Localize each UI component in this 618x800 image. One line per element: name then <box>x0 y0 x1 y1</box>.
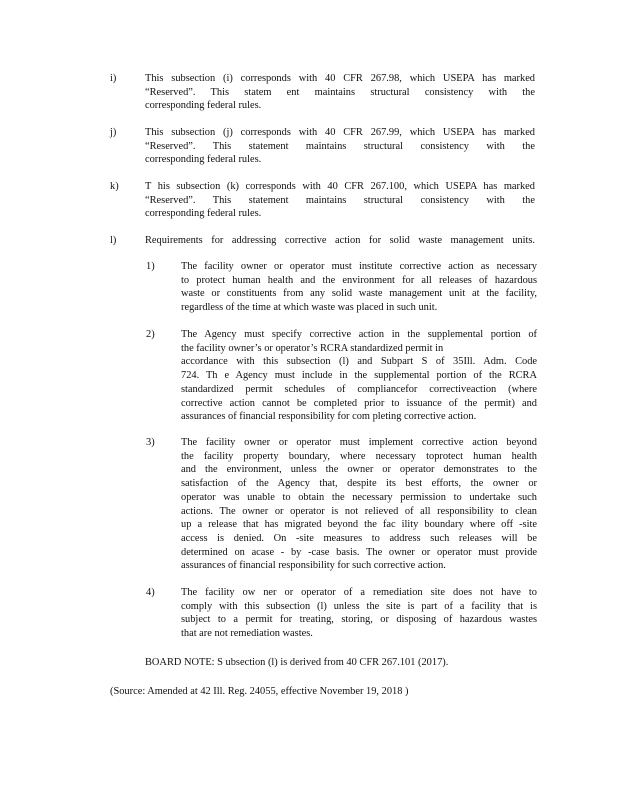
subitem-4-line-4: that are not remediation wastes. <box>181 628 313 640</box>
subitem-3-text <box>181 436 537 573</box>
subitem-3-line-9: determined on acase - by -case basis. The owner or operator must provide <box>181 546 537 558</box>
subitem-3-line-4: satisfaction of the Agency that, despite its best efforts, the owner or <box>181 478 537 490</box>
item-l-text <box>145 234 535 248</box>
subitem-3-line-3: and the environment, unless the owner or operator demonstrates to the <box>181 464 537 476</box>
subitem-3-line-7: up a release that has migrated beyond the fac ility boundary where off -site <box>181 519 537 531</box>
subitem-3-line-2: the facility property boundary, where necessary toprotect human health <box>181 450 537 462</box>
subitem-4-line-3: subject to a permit for treating, storing, or disposing of hazardous wastes <box>181 614 537 626</box>
item-j-marker: j) <box>110 127 117 138</box>
item-i-line-2: “Reserved”. This statem ent maintains structural consistency with the <box>145 86 535 98</box>
item-i-text <box>145 72 535 113</box>
subitem-3-marker: 3) <box>146 437 155 448</box>
subitem-2-line-3: accordance with this subsection (l) and Subpart S of 35Ill. Adm. Code <box>181 356 537 368</box>
item-i-line-3: corresponding federal rules. <box>145 100 262 112</box>
subitem-2-text <box>181 328 537 424</box>
item-j-text <box>145 126 535 167</box>
item-l-line-1: Requirements for addressing corrective action for solid waste management units. <box>145 235 535 246</box>
board-note: BOARD NOTE: S ubsection (l) is derived from 40 CFR 267.101 (2017). <box>145 657 449 668</box>
item-k-line-1: T his subsection (k) corresponds with 40 CFR 267.100, which USEPA has marked <box>145 181 535 192</box>
item-j-line-1: This subsection (j) corresponds with 40 CFR 267.99, which USEPA has marked <box>145 127 535 138</box>
subitem-2-line-5: standardized permit schedules of compliancefor correctiveaction (where <box>181 383 537 395</box>
item-j-line-3: corresponding federal rules. <box>145 154 262 166</box>
subitem-3-line-6: actions. The owner or operator is not relieved of all responsibility to clean <box>181 505 537 517</box>
subitem-4-line-2: comply with this subsection (l) unless the site is part of a facility that is <box>181 600 537 612</box>
subitem-1-line-2: to protect human health and the environment for all releases of hazardous <box>181 274 537 286</box>
subitem-1-line-1: The facility owner or operator must institute corrective action as necessary <box>181 261 537 272</box>
subitem-4-line-1: The facility ow ner or operator of a remediation site does not have to <box>181 587 537 598</box>
subitem-3-line-1: The facility owner or operator must implement corrective action beyond <box>181 437 537 448</box>
subitem-2-line-2: the facility owner’s or operator’s RCRA standardized permit in <box>181 342 444 354</box>
source-note: (Source: Amended at 42 Ill. Reg. 24055, effective November 19, 2018 ) <box>110 686 409 697</box>
subitem-2-line-6: corrective action cannot be completed prior to issuance of the permit) and <box>181 397 537 409</box>
subitem-1-line-3: waste or constituents from any solid waste management unit at the facility, <box>181 288 537 300</box>
item-i-marker: i) <box>110 73 117 84</box>
subitem-1-line-4: regardless of the time at which waste was placed in such unit. <box>181 302 438 314</box>
item-k-line-3: corresponding federal rules. <box>145 208 262 220</box>
item-k-text <box>145 180 535 221</box>
item-j-line-2: “Reserved”. This statement maintains structural consistency with the <box>145 140 535 152</box>
item-k-line-2: “Reserved”. This statement maintains structural consistency with the <box>145 194 535 206</box>
subitem-2-line-1: The Agency must specify corrective action in the supplemental portion of <box>181 329 537 340</box>
subitem-3-line-8: access is denied. On -site measures to address such releases will be <box>181 532 537 544</box>
subitem-1-marker: 1) <box>146 261 155 272</box>
subitem-2-line-7: assurances of financial responsibility for com pleting corrective action. <box>181 411 477 423</box>
subitem-2-line-4: 724. Th e Agency must include in the supplemental portion of the RCRA <box>181 370 537 382</box>
item-l-marker: l) <box>110 235 117 246</box>
subitem-1-text <box>181 260 537 315</box>
item-k-marker: k) <box>110 181 119 192</box>
subitem-3-line-10: assurances of financial responsibility for such corrective action. <box>181 560 446 572</box>
item-i-line-1: This subsection (i) corresponds with 40 CFR 267.98, which USEPA has marked <box>145 73 535 84</box>
subitem-3-line-5: operator was unable to obtain the necessary permission to undertake such <box>181 491 537 503</box>
subitem-4-marker: 4) <box>146 587 155 598</box>
subitem-4-text <box>181 586 537 641</box>
subitem-2-marker: 2) <box>146 329 155 340</box>
